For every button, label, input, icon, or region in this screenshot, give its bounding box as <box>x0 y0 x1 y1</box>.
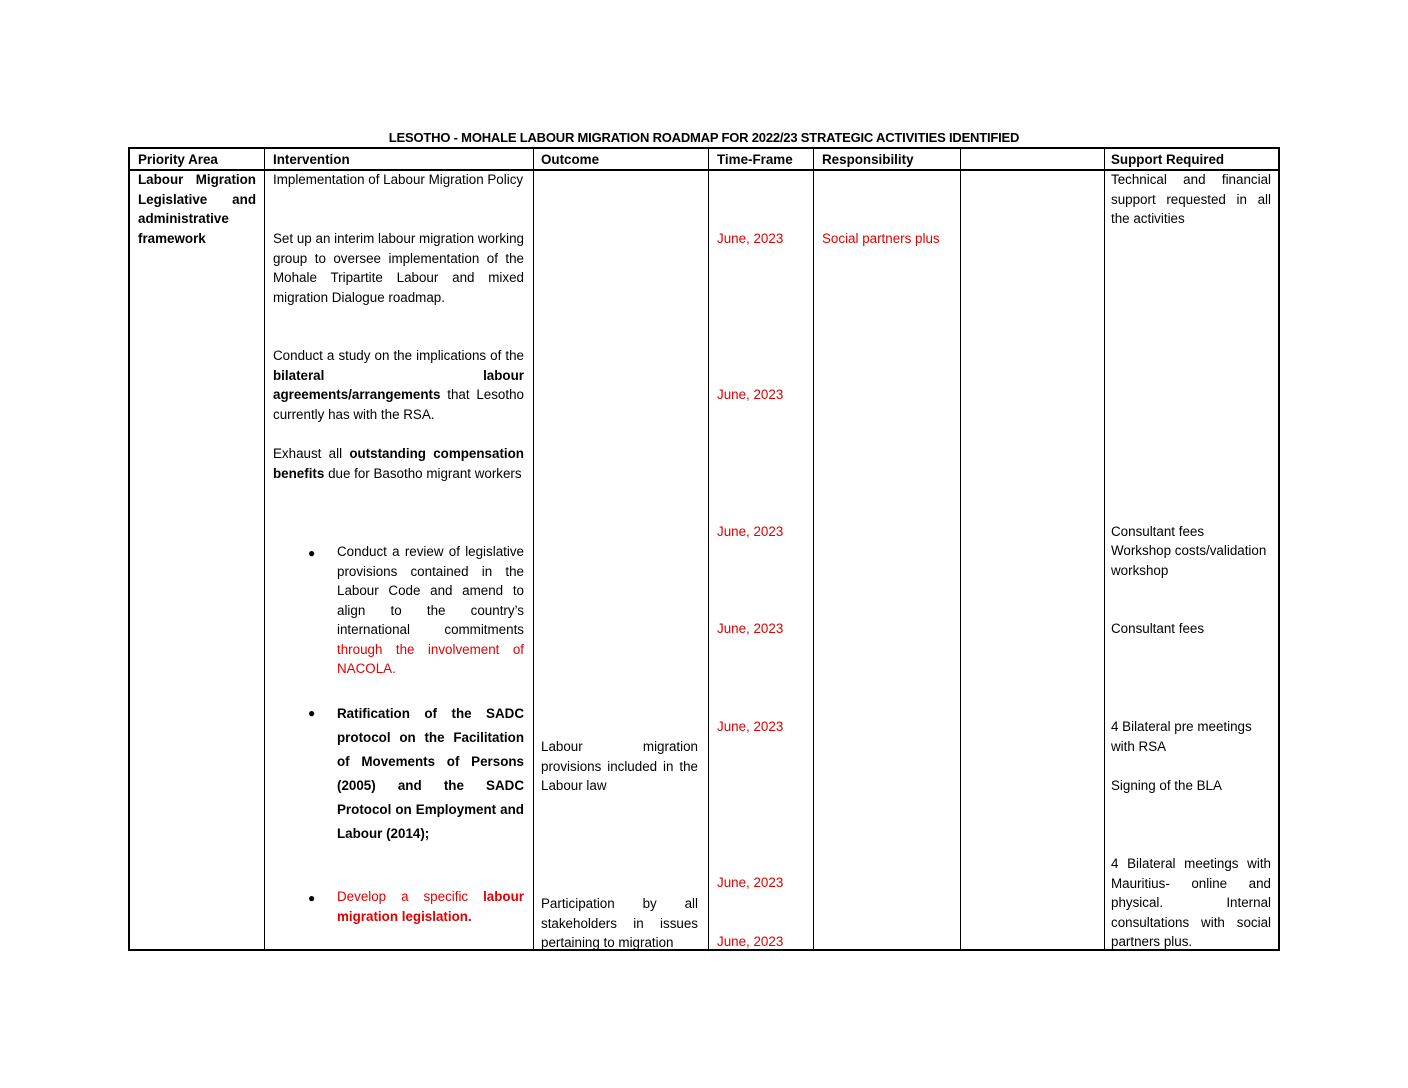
bullet-icon: ● <box>308 891 316 905</box>
intervention-compensation: Exhaust all outstanding compensation benefits due for Basotho migrant workers <box>273 446 524 481</box>
column-divider <box>264 149 265 949</box>
support-consultant-fees: Consultant fees <box>1111 621 1205 636</box>
column-divider <box>1104 149 1105 949</box>
roadmap-table <box>128 147 1280 951</box>
document-title: LESOTHO - MOHALE LABOUR MIGRATION ROADMAP FOR 2022/23 STRATEGIC ACTIVITIES IDENTIFIED <box>388 130 1020 145</box>
header-intervention: Intervention <box>273 152 350 167</box>
column-divider <box>813 149 814 949</box>
intervention-sadc-ratification: Ratification of the SADC protocol on the Facilitation of Movements of Persons (2005) and the SADC Protocol on Employment and Labour (2014); <box>337 706 524 841</box>
time-frame-value: June, 2023 <box>717 231 784 246</box>
support-technical: Technical and financial support requested in all the activities <box>1111 172 1271 226</box>
responsibility-value: Social partners plus <box>822 231 940 246</box>
intervention-policy: Implementation of Labour Migration Policy <box>273 172 524 187</box>
bullet-icon: ● <box>308 706 316 720</box>
support-signing-bla: Signing of the BLA <box>1111 778 1222 793</box>
time-frame-value: June, 2023 <box>717 524 784 539</box>
intervention-legislative-review: Conduct a review of legislative provisions contained in the Labour Code and amend to align to the country’s international commitments through the involvement of NACOLA. <box>337 544 524 676</box>
priority-area-cell: Labour Migration Legislative and administrative framework <box>138 172 256 246</box>
time-frame-value: June, 2023 <box>717 621 784 636</box>
time-frame-value: June, 2023 <box>717 875 784 890</box>
time-frame-value: June, 2023 <box>717 934 784 949</box>
header-support-required: Support Required <box>1111 152 1225 167</box>
time-frame-value: June, 2023 <box>717 387 784 402</box>
intervention-working-group: Set up an interim labour migration working group to oversee implementation of the Mohale Tripartite Labour and mixed migration Dialogue roadmap. <box>273 231 524 305</box>
support-workshop-costs: Workshop costs/validation workshop <box>1111 543 1267 578</box>
support-bilateral-mauritius: 4 Bilateral meetings with Mauritius- online and physical. Internal consultations with social partners plus. <box>1111 856 1271 949</box>
support-consultant-fees: Consultant fees <box>1111 524 1205 539</box>
header-time-frame: Time-Frame <box>717 152 793 167</box>
intervention-bla-study: Conduct a study on the implications of the bilateral labour agreements/arrangements that Lesotho currently has with the RSA. <box>273 348 524 422</box>
outcome-participation: Participation by all stakeholders in issues pertaining to migration <box>541 896 698 950</box>
header-outcome: Outcome <box>541 152 600 167</box>
column-divider <box>533 149 534 949</box>
intervention-migration-legislation: Develop a specific labour migration legislation. <box>337 889 524 924</box>
time-frame-value: June, 2023 <box>717 719 784 734</box>
outcome-labour-law: Labour migration provisions included in the Labour law <box>541 739 698 793</box>
bullet-icon: ● <box>308 546 316 560</box>
column-divider <box>960 149 961 949</box>
header-responsibility: Responsibility <box>822 152 914 167</box>
support-bilateral-rsa: 4 Bilateral pre meetings with RSA <box>1111 719 1252 754</box>
column-divider <box>708 149 709 949</box>
header-priority-area: Priority Area <box>138 152 218 167</box>
